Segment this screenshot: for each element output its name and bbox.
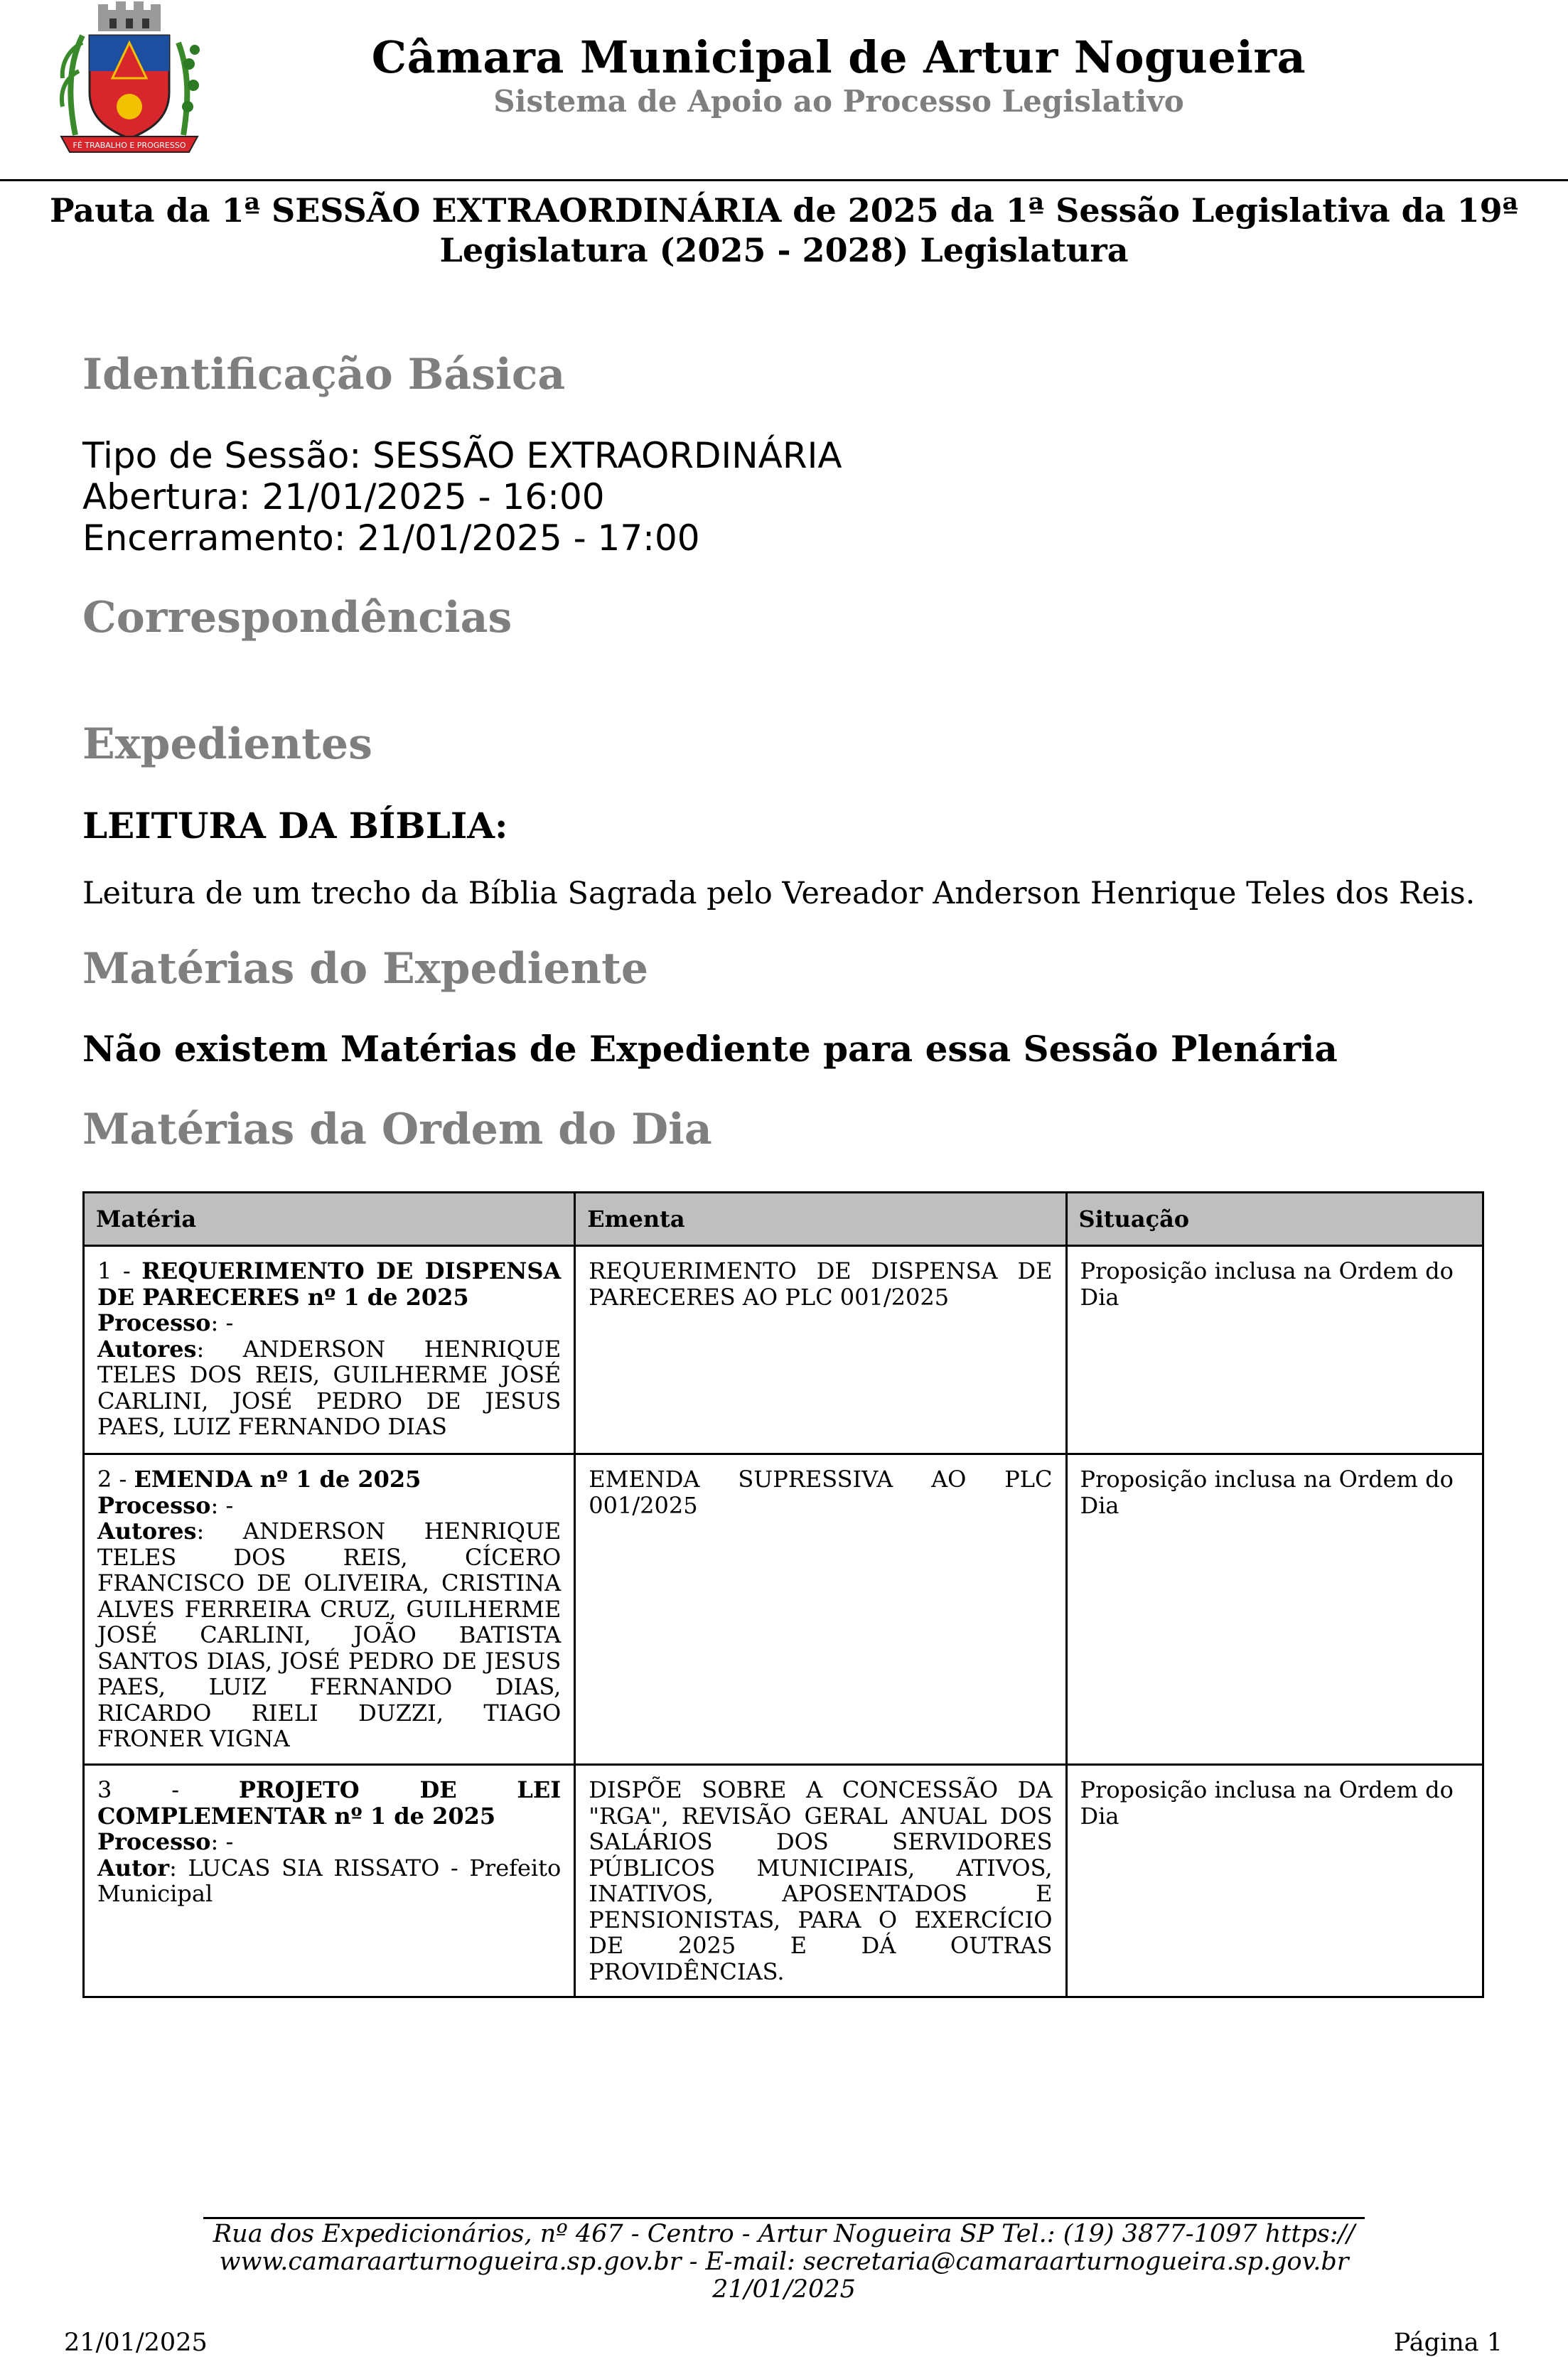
session-info [82, 435, 842, 559]
table-row [84, 1246, 1483, 1454]
materias-expediente-heading: Matérias do Expediente [82, 944, 649, 994]
autores-label: Autor [97, 1854, 170, 1881]
materia-cell [84, 1765, 575, 1997]
ordem-dia-table [82, 1191, 1484, 1998]
footer-line3: 21/01/2025 [712, 2275, 856, 2304]
ementa-cell: EMENDA SUPRESSIVA AO PLC 001/2025 [575, 1454, 1066, 1765]
pauta-title-line1: Pauta da 1ª SESSÃO EXTRAORDINÁRIA de 2025 da 1ª Sessão Legislativa da 19ª [49, 191, 1519, 230]
bible-reading-text: Leitura de um trecho da Bíblia Sagrada pelo Vereador Anderson Henrique Teles dos Reis. [82, 876, 1476, 911]
autores-value: : ANDERSON HENRIQUE TELES DOS REIS, CÍCERO FRANCISCO DE OLIVEIRA, CRISTINA ALVES FERREIRA CRUZ, GUILHERME JOSÉ CARLINI, JOÃO BATISTA SANTOS DIAS, JOSÉ PEDRO DE JESUS PAES, LUIZ FERNANDO DIAS, RICARDO RIELI DUZZI, TIAGO FRONER VIGNA [97, 1518, 562, 1752]
pauta-title [28, 190, 1540, 270]
footer-date: 21/01/2025 [64, 2329, 208, 2357]
item-number: 3 - [97, 1776, 239, 1803]
footer-line2: www.camaraarturnogueira.sp.gov.br - E-mail: secretaria@camaraarturnogueira.sp.gov.br [219, 2248, 1349, 2276]
col-situacao: Situação [1066, 1193, 1483, 1246]
processo-value: : - [210, 1491, 234, 1519]
processo-value: : - [210, 1309, 234, 1336]
situacao-cell: Proposição inclusa na Ordem do Dia [1066, 1454, 1483, 1765]
page-number: Página 1 [1393, 2329, 1503, 2357]
pauta-title-line2: Legislatura (2025 - 2028) Legislatura [439, 231, 1129, 269]
materia-title: REQUERIMENTO DE DISPENSA DE PARECERES nº 1 de 2025 [97, 1257, 562, 1311]
autores-label: Autores [97, 1518, 197, 1545]
materia-cell [84, 1454, 575, 1765]
col-ementa: Ementa [575, 1193, 1066, 1246]
ordem-dia-heading: Matérias da Ordem do Dia [82, 1105, 712, 1154]
item-number: 2 - [97, 1466, 134, 1493]
item-number: 1 - [97, 1257, 142, 1284]
session-type: Tipo de Sessão: SESSÃO EXTRAORDINÁRIA [82, 435, 842, 476]
expedientes-heading: Expedientes [82, 719, 372, 769]
identificacao-heading: Identificação Básica [82, 350, 566, 399]
processo-label: Processo [97, 1828, 211, 1855]
footer-address [203, 2221, 1365, 2304]
svg-text:FÉ TRABALHO E PROGRESSO: FÉ TRABALHO E PROGRESSO [73, 141, 186, 150]
ementa-cell: REQUERIMENTO DE DISPENSA DE PARECERES AO PLC 001/2025 [575, 1246, 1066, 1454]
situacao-cell: Proposição inclusa na Ordem do Dia [1066, 1765, 1483, 1997]
processo-label: Processo [97, 1309, 211, 1336]
municipal-crest-logo [47, 0, 212, 165]
footer-line1: Rua dos Expedicionários, nº 467 - Centro - Artur Nogueira SP Tel.: (19) 3877-1097 https:// [213, 2220, 1355, 2248]
processo-label: Processo [97, 1491, 211, 1519]
bible-reading-heading: LEITURA DA BÍBLIA: [82, 805, 508, 847]
materia-cell [84, 1246, 575, 1454]
session-closing: Encerramento: 21/01/2025 - 17:00 [82, 517, 700, 559]
table-row [84, 1765, 1483, 1997]
materia-title: PROJETO DE LEI COMPLEMENTAR nº 1 de 2025 [97, 1776, 562, 1830]
situacao-cell: Proposição inclusa na Ordem do Dia [1066, 1246, 1483, 1454]
system-subtitle: Sistema de Apoio ao Processo Legislativo [493, 84, 1184, 119]
table-header-row [84, 1193, 1483, 1246]
ementa-cell: DISPÕE SOBRE A CONCESSÃO DA "RGA", REVISÃO GERAL ANUAL DOS SALÁRIOS DOS SERVIDORES PÚBLICOS MUNICIPAIS, ATIVOS, INATIVOS, APOSENTADOS E PENSIONISTAS, PARA O EXERCÍCIO DE 2025 E DÁ OUTRAS PROVIDÊNCIAS. [575, 1765, 1066, 1997]
materia-title: EMENDA nº 1 de 2025 [134, 1466, 421, 1493]
autores-label: Autores [97, 1335, 197, 1363]
header-divider [0, 179, 1568, 181]
col-materia: Matéria [84, 1193, 575, 1246]
correspondencias-heading: Correspondências [82, 593, 512, 643]
footer-divider [203, 2217, 1365, 2219]
autores-value: : LUCAS SIA RISSATO - Prefeito Municipal [97, 1854, 562, 1907]
autores-value: : ANDERSON HENRIQUE TELES DOS REIS, GUILHERME JOSÉ CARLINI, JOSÉ PEDRO DE JESUS PAES, LUIZ FERNANDO DIAS [97, 1335, 562, 1440]
chamber-name: Câmara Municipal de Artur Nogueira [371, 31, 1306, 83]
no-materias-notice: Não existem Matérias de Expediente para essa Sessão Plenária [82, 1028, 1338, 1070]
session-opening: Abertura: 21/01/2025 - 16:00 [82, 476, 605, 517]
table-row [84, 1454, 1483, 1765]
processo-value: : - [210, 1828, 234, 1855]
